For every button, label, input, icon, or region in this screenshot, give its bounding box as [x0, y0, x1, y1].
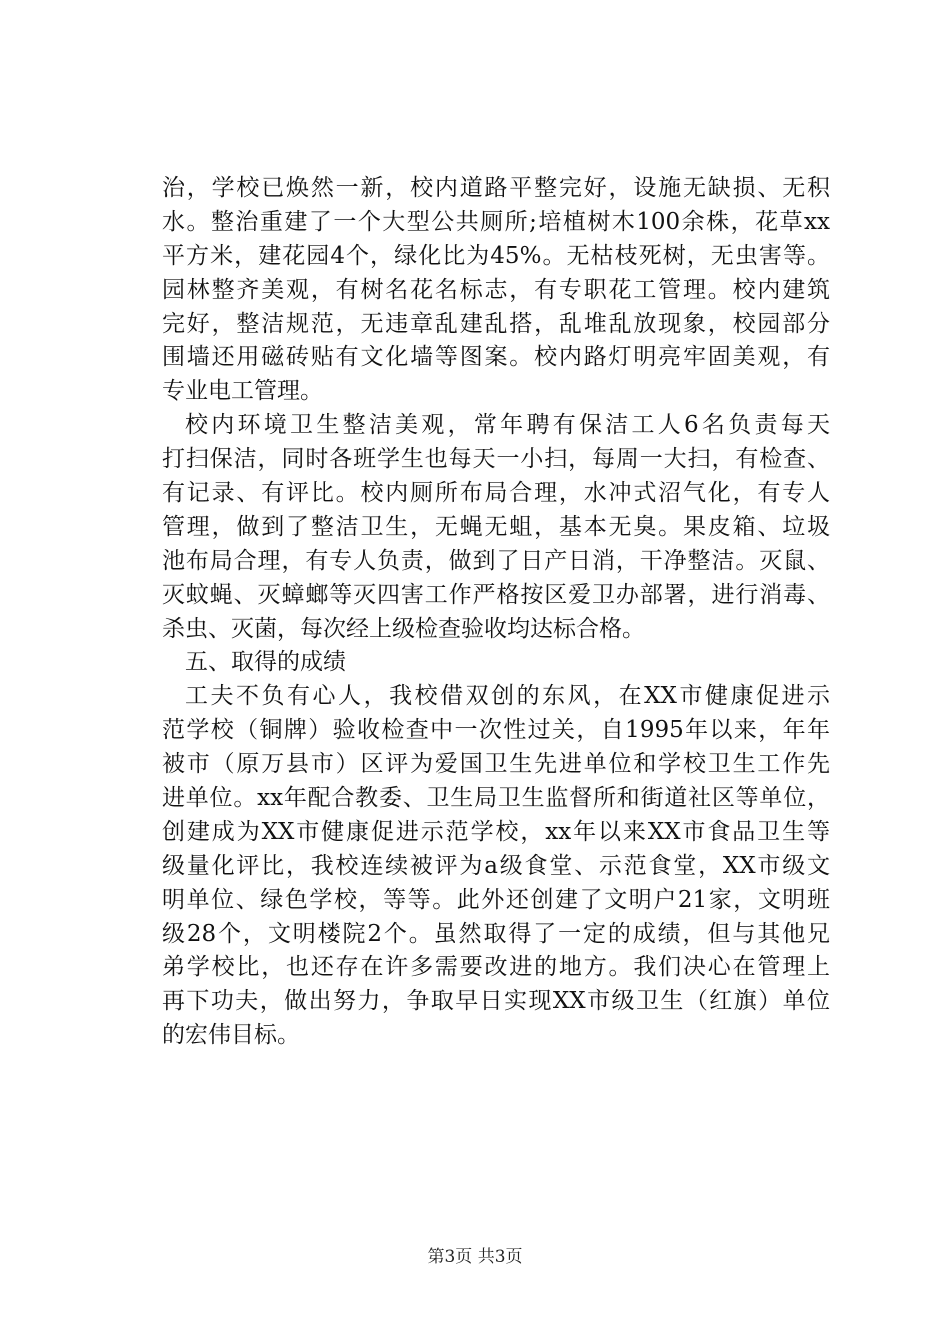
text-line: 校内环境卫生整洁美观，常年聘有保洁工人6名负责每天 — [185, 412, 830, 439]
text-line: 再下功夫，做出努力，争取早日实现XX市级卫生（红旗）单位 — [162, 988, 830, 1015]
text-line: 进单位。xx年配合教委、卫生局卫生监督所和街道社区等单位， — [162, 785, 830, 812]
document-body — [162, 172, 830, 1053]
text-line: 被市（原万县市）区评为爱国卫生先进单位和学校卫生工作先 — [162, 751, 830, 778]
text-line: 平方米，建花园4个，绿化比为45%。无枯枝死树，无虫害等。 — [162, 242, 830, 269]
text-line: 级28个，文明楼院2个。虽然取得了一定的成绩，但与其他兄 — [162, 920, 830, 947]
text-line: 工夫不负有心人，我校借双创的东风，在XX市健康促进示 — [185, 683, 830, 710]
text-line: 五、取得的成绩 — [185, 649, 346, 676]
text-line: 级量化评比，我校连续被评为a级食堂、示范食堂，XX市级文 — [162, 852, 830, 879]
text-line: 灭蚊蝇、灭蟑螂等灭四害工作严格按区爱卫办部署，进行消毒、 — [162, 581, 830, 608]
text-line: 池布局合理，有专人负责，做到了日产日消，干净整洁。灭鼠、 — [162, 547, 830, 574]
text-line: 范学校（铜牌）验收检查中一次性过关，自1995年以来，年年 — [162, 717, 830, 744]
text-line: 水。整治重建了一个大型公共厕所;培植树木100余株，花草xx — [162, 208, 830, 235]
text-line: 有记录、有评比。校内厕所布局合理，水冲式沼气化，有专人 — [162, 480, 830, 507]
text-line: 明单位、绿色学校，等等。此外还创建了文明户21家，文明班 — [162, 886, 830, 913]
text-line: 治，学校已焕然一新，校内道路平整完好，设施无缺损、无积 — [162, 175, 830, 201]
text-line: 杀虫、灭菌，每次经上级检查验收均达标合格。 — [162, 615, 645, 642]
text-line: 完好，整洁规范，无违章乱建乱搭，乱堆乱放现象，校园部分 — [162, 310, 830, 337]
text-line: 围墙还用磁砖贴有文化墙等图案。校内路灯明亮牢固美观，有 — [162, 344, 830, 371]
text-line: 弟学校比，也还存在许多需要改进的地方。我们决心在管理上 — [162, 954, 830, 981]
text-line: 创建成为XX市健康促进示范学校，xx年以来XX市食品卫生等 — [162, 818, 830, 845]
text-line: 打扫保洁，同时各班学生也每天一小扫，每周一大扫，有检查、 — [162, 446, 830, 473]
text-line: 园林整齐美观，有树名花名标志，有专职花工管理。校内建筑 — [162, 276, 830, 303]
text-line: 管理，做到了整洁卫生，无蝇无蛆，基本无臭。果皮箱、垃圾 — [162, 513, 830, 540]
page-footer: 第3页 共3页 — [427, 1247, 523, 1267]
text-line: 的宏伟目标。 — [162, 1022, 300, 1049]
text-line: 专业电工管理。 — [162, 378, 323, 405]
